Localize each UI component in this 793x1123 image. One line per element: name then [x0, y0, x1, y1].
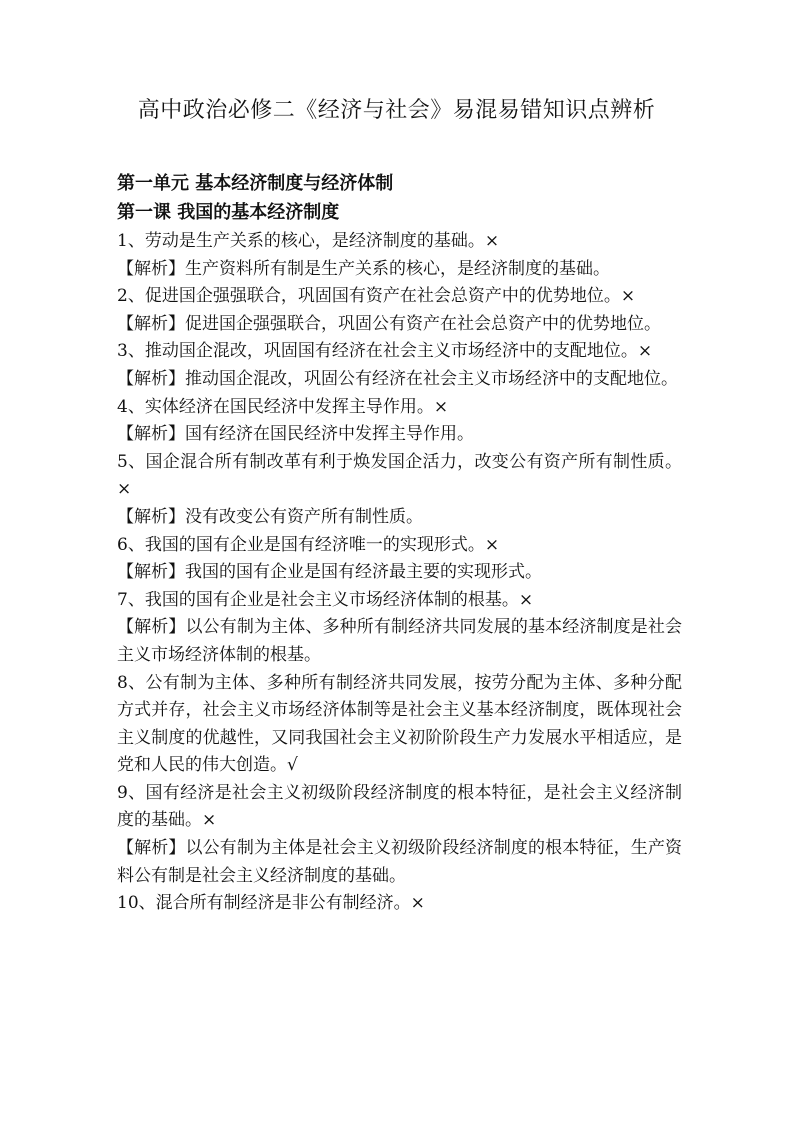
- paragraph: 2、促进国企强强联合，巩固国有资产在社会总资产中的优势地位。×: [117, 286, 636, 307]
- paragraph: 【解析】我国的国有企业是国有经济最主要的实现形式。: [117, 562, 542, 583]
- paragraph: 【解析】以公有制为主体、多种所有制经济共同发展的基本经济制度是社会主义市场经济体制的根基。: [117, 617, 682, 665]
- paragraph: 【解析】生产资料所有制是生产关系的核心，是经济制度的基础。: [117, 258, 610, 279]
- paragraph: 9、国有经济是社会主义初级阶段经济制度的根本特征，是社会主义经济制度的基础。×: [117, 782, 682, 831]
- paragraph: 5、国企混合所有制改革有利于焕发国企活力，改变公有资产所有制性质。×: [117, 451, 682, 500]
- paragraph: 【解析】没有改变公有资产所有制性质。: [117, 506, 423, 527]
- document-title: 高中政治必修二《经济与社会》易混易错知识点辨析: [137, 98, 656, 123]
- paragraph: 【解析】国有经济在国民经济中发挥主导作用。: [117, 424, 474, 445]
- paragraph: 4、实体经济在国民经济中发挥主导作用。×: [117, 396, 449, 417]
- paragraph: 1、劳动是生产关系的核心，是经济制度的基础。×: [117, 231, 500, 251]
- paragraph: 3、推动国企混改，巩固国有经济在社会主义市场经济中的支配地位。×: [117, 341, 653, 362]
- paragraph: 8、公有制为主体、多种所有制经济共同发展，按劳分配为主体、多种分配方式并存，社会主义市场经济体制等是社会主义基本经济制度，既体现社会主义制度的优越性，又同我国社会主义初阶阶段生产力发展水平相适应，是党和人民的伟大创造。√: [117, 672, 682, 776]
- paragraph: 7、我国的国有企业是社会主义市场经济体制的根基。×: [117, 589, 534, 610]
- lesson-heading: 第一课 我国的基本经济制度: [117, 202, 340, 223]
- paragraph: 【解析】推动国企混改，巩固公有经济在社会主义市场经济中的支配地位。: [117, 368, 678, 389]
- paragraph: 10、混合所有制经济是非公有制经济。×: [117, 893, 425, 914]
- paragraph: 【解析】以公有制为主体是社会主义初级阶段经济制度的根本特征，生产资料公有制是社会主义经济制度的基础。: [117, 838, 682, 886]
- document-body: [117, 170, 682, 918]
- unit-heading: 第一单元 基本经济制度与经济体制: [117, 173, 394, 194]
- paragraph: 【解析】促进国企强强联合，巩固公有资产在社会总资产中的优势地位。: [117, 313, 661, 334]
- paragraph: 6、我国的国有企业是国有经济唯一的实现形式。×: [117, 534, 500, 555]
